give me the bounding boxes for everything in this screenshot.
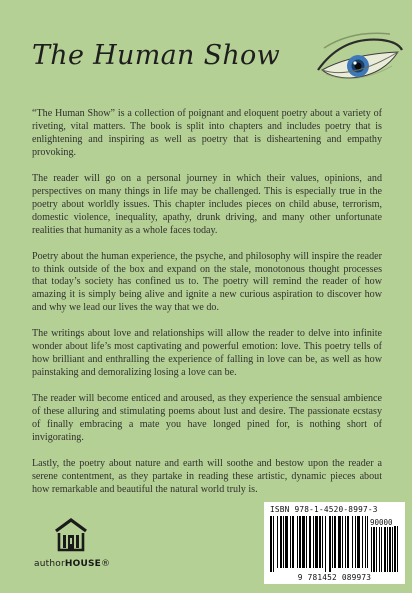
blurb-paragraph-3: Poetry about the human experience, the psyche, and philosophy will inspire the reader to think outside of the box and expand on the stale, monotonous thought processes that today’s society has confined us to. The poetry will remind the reader of how amazing it is simply being alive and ignite a new curious aspiration to discover how and why we lead our lives the way that we do. [32,250,382,314]
barcode-bar [322,516,323,568]
publisher-name [34,559,110,569]
barcode-bar [365,516,366,568]
publisher-name-part2: HOUSE [64,559,101,569]
barcode-addon-bar [381,526,382,572]
barcode-addon-bar [384,526,386,572]
barcode-bar [313,516,314,568]
blurb-paragraph-5: The reader will become enticed and aroused, as they experience the sensual ambience of these alluring and stimulating poems about lust and desire. The passionate ecstasy of finally embracing a mate you have longed pined for, is nothing short of invigorating. [32,393,382,444]
barcode-bar [290,516,291,568]
barcode-bar [283,516,284,568]
barcode-bar [319,516,321,568]
barcode-bar [329,516,331,572]
barcode-addon-bar [376,526,377,572]
barcode-bar [306,516,307,568]
barcode-bar [309,516,311,568]
barcode-addon-bar [379,526,380,572]
barcode-bar [362,516,363,568]
barcode-bar [357,516,360,568]
barcode-bar [277,516,278,568]
barcode-bar [334,516,336,568]
barcode-bar [352,516,353,568]
publisher-block [34,517,114,577]
barcode-bar [273,516,274,572]
blurb-paragraph-1: “The Human Show” is a collection of poignant and eloquent poetry about a variety of riveting, vital matters. The book is split into chapters and includes poetry that is enlightening and inspiring as well as poetry that is disheartening and empathy provoking. [32,108,382,158]
registered-mark: ® [100,559,111,569]
barcode-bar [367,516,368,568]
barcode-bar [280,516,282,568]
barcode-bar [347,516,349,568]
barcode-addon-bar [392,526,393,572]
barcode-bar [270,516,272,572]
barcode-bar [342,516,343,568]
book-title: The Human Show [32,40,281,71]
barcode-addon-bar [387,526,388,572]
authorhouse-logo-icon [54,517,88,553]
ean-digits: 9 781452 089973 [297,573,372,582]
price-code: 90000 [370,518,393,527]
blurb-paragraph-4: The writings about love and relationships will allow the reader to delve into infinite wonder about life’s most captivating and powerful emotion: love. This poetry tells of how brilliant and enthralling the experience of falling in love can be, as well as how painstaking and demoralizing losing a love can be. [32,328,382,379]
isbn-label: ISBN 978-1-4520-8997-3 [270,505,378,514]
barcode-bar [325,516,326,572]
barcode-block [264,502,405,584]
barcode-bar [285,516,288,568]
barcode-bar [338,516,341,568]
barcode-addon-bar [371,526,372,572]
barcode-bar [299,516,301,568]
barcode-bar [292,516,294,568]
publisher-name-part1: author [34,559,65,569]
barcode-addon-bar [373,526,375,572]
barcode-bar [345,516,346,568]
barcode-addon-bar [397,526,398,572]
blurb-text [32,108,382,510]
barcode-addon-bar [389,526,391,572]
barcode-bar [315,516,318,568]
barcode-bar [332,516,333,568]
barcode-bar [297,516,298,568]
blurb-paragraph-2: The reader will go on a personal journey in which their values, opinions, and perspectives on many things in life may be challenged. This is especially true in the poetry about worldly issues. This chapter includes pieces on child abuse, terrorism, domestic violence, inequality, apathy, drunk driving, and many other unfortunate realities that humanity as a whole faces today. [32,172,382,236]
barcode-addon-bar [394,526,396,572]
eye-icon [312,30,404,88]
barcode-bar [302,516,305,568]
barcode-bar [355,516,356,568]
blurb-paragraph-6: Lastly, the poetry about nature and earth will soothe and bestow upon the reader a serene contentment, as they partake in reading these artistic, dynamic pieces about how remarkable and beautiful the natural world truly is. [32,457,382,495]
